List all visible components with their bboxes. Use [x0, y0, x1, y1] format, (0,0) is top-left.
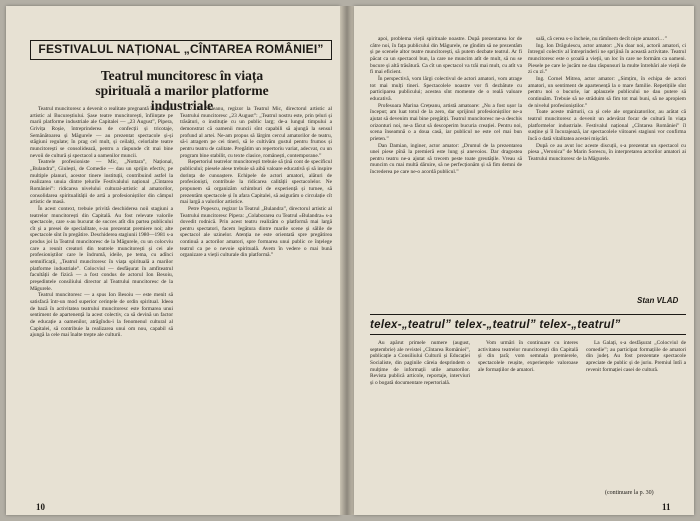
telex-column-2 [478, 340, 578, 500]
article-headline: Teatrul muncitoresc în viața spirituală a marilor platforme industriale [95, 68, 269, 113]
paragraph: Teatrele profesioniste — Mic, „Nottara”, Național, „Bulandra”, Giulești, de Comedie — dau un sprijin efectiv, pe multiple planuri, acestor tinere instituții, contribuind astfel la realizarea unuia dintre țelurile Festivalului național „Cîntarea României”: ridicarea nivelului cultural-artistic al amatorilor, consolidarea spiritualității de artă a profesioniștilor din câmpul artistic de masă. [30, 159, 173, 206]
paragraph: Toate aceste mărturii, ca și cele ale organizatorilor, au arătat că teatrul muncitoresc a devenit un adevărat focar de cultură în viața platformelor industriale. Festivalul național „Cîntarea României” îl susține și îl încurajează, iar spectacolele viitoarei stagiuni vor confirma încă o dată vitalitatea acestei mișcări. [528, 109, 686, 142]
page-number-right: 11 [662, 502, 671, 512]
telex-column-3 [586, 340, 686, 488]
paragraph: apoi, problema vieții spirituale noastre. După prezentarea lor de către noi, în fața publicului din Măgurele, ne gîndim să ne prezentăm și pe scenele altor teatre muncitorești, să putem dezbate teatrul. Ar fi păcat ca un spectacol bun, la care ne muncim atît de mult, să nu se bucure și altă trăsătură. Ca cît un spectacol va trăi mai mult, cu atît va fi mai eficient. [370, 36, 522, 76]
festival-banner: FESTIVALUL NAȚIONAL „CÎNTAREA ROMÂNIEI” [30, 40, 332, 60]
paragraph: Petre Popescu, regizor la Teatrul „Bulandra”, directorul artistic al Teatrului muncitoresc Pipera: „Colaborarea cu Teatrul «Bulandra» s-a dovedit rodnică. Prin acest teatru realizăm o platformă mai largă pentru spectatori, facem legătura dintre marile scene și sălile de spectacol ale uzinelor. Atenția ne este orientată spre pregătirea continuă a actorilor amatori, spre formarea unui public ce înțelege teatrul ca pe o nevoie spirituală. Avem în vedere o mai bună organizare a vieții culturale din platformă.” [180, 205, 332, 259]
paragraph: salã, cã cerea s-o încheie, nu rămînem decît niște amatori…” [536, 36, 667, 42]
paragraph: După ce au avut loc aceste discuții, s-a prezentat un spectacol cu piesa „Veronica” de Marin Sorescu, în interpretarea actorilor amatori ai Teatrului muncitoresc de la Măgurele. [528, 142, 686, 162]
left-column-2 [180, 106, 332, 498]
paragraph: Vom urmări în continuare cu interes activitatea teatrelor muncitorești din Capitală și din țară; vom semnala premierele, spectacolele reușite, experiențele valoroase ale formațiilor de amatori. [478, 340, 578, 373]
paragraph: Ing. Ion Drăgulescu, actor amator: „Nu doar noi, actorii amatori, ci întregul colectiv al întreprinderii ne sprijină în această activitate. Teatrul muncitoresc este o școală a vieții, un loc în care ne formăm ca oameni. Piesele pe care le jucăm ne dau răspunsuri la multe întrebări ale vieții de zi cu zi.” [528, 42, 686, 76]
paragraph: Profesoara Marina Crețeanu, artistă amatoare: „Nu a fost ușor la început; am luat totul de la zero, dar sprijinul profesioniștilor ne-a ajutat să devenim mai bine pregătiți. Teatrul muncitoresc ne-a deschis orizonturi noi, ne-a făcut să descoperim bucuria creației. Pentru noi, scena înseamnă o a doua casă, iar publicul ne este cel mai bun prieten.” [370, 102, 522, 142]
paragraph: Teatrul muncitoresc a devenit o realitate pregnantă în peisajul artistic al Bucureștiului. Șase teatre muncitorești, înființate pe marii platforme industriale ale Capitalei — „23 August”, Pipera, Grivița Roșie, întreprinderea de confecții și tricotaje, Semănătoarea și Măgurele — au prezentat spectacole și-și stăgiuni regulate; în prag cel mult, și ceilalți, celorlalte teatre muncitorești se consolidează, pentru a răspunde cît mai bine nevoii de cultură și spectacol a oamenilor muncii. [30, 106, 173, 159]
author-signature: Stan VLAD [637, 296, 679, 305]
paragraph: Dan Damian, inginer, actor amator: „Drumul de la prezentarea unei piese pînă la premieră este lung și anevoios. Dar dragostea pentru teatru ne-a ajutat să trecem peste toate greutățile. Vreau să muncim cu mai multă dăruire, să ne perfecționăm și să fim demni de încrederea pe care ne-o acordă publicul.” [370, 142, 522, 176]
page-number-left: 10 [36, 502, 45, 512]
continuation-note: (continuare la p. 30) [605, 490, 654, 496]
telex-banner: telex-„teatrul” telex-„teatrul” telex-„teatrul” [370, 319, 621, 331]
telex-bottom-rule [370, 334, 686, 335]
telex-top-rule [370, 314, 686, 315]
paragraph: Teatrul muncitoresc — a spus Ion Besoiu — este menit să satisfacă într-un mod superior cerințele de ordin spiritual. Ideea de bază în activitatea teatrului muncitoresc este formarea unui sentiment de apartenență la acest colectiv, ca să devină un factor de educație a oamenilor, atrăgîndu-i la fenomenul cultural al Capitalei, să contribuie la realizarea unui om nou, capabil să ajungă la cele mai înalte trepte ale culturii. [30, 292, 173, 339]
left-column-1 [30, 106, 173, 498]
right-column-2 [528, 36, 686, 294]
paragraph: În perspectivă, vom lărgi colectivul de actori amatori, vom atrage tot mai mulți tineri. Spectacolele noastre vor fi dezbătute cu participarea publicului; acestea sînt momente de o reală valoare educativă. [370, 75, 522, 102]
paragraph: Au apărut primele numere (august, septembrie) ale revistei „Cîntarea României”, publicație a Consiliului Culturii și Educației Socialiste, din paginile căreia desprindem o mulțime de informații utile amatorilor. Revista publică articole, reportaje, interviuri și o bogată documentare repertorială. [370, 340, 470, 386]
telex-column-1 [370, 340, 470, 500]
paragraph: Ing. Cornel Mitrea, actor amator: „Simțim, în echipa de actori amatori, un sentiment de apartenență la o mare familie. Repetițiile sînt pentru noi o bucurie, iar aplauzele publicului ne dau putere să continuăm. Trebuie să ne străduim să fim tot mai buni, să ne apropiem de nivelul profesioniștilor.” [528, 75, 686, 109]
paragraph: La Galați, s-a desfășurat „Colocviul de comedie”; au participat formațiile de amatori din județ. Au fost prezentate spectacole apreciate de public și de juriu. Premiul întîi a revenit formației casei de cultură. [586, 340, 686, 373]
paragraph: Repertoriul teatrelor muncitorești trebuie să țină cont de specificul publicului; piesele alese trebuie să aibă valoare educativă și să inspire dorința de cunoaștere. Echipele de actori amatori, alături de profesioniști, contribuie la ridicarea calității spectacolelor. Ne propunem să organizăm schimburi de experiență și turnee, să prezentăm spectacole și în afara Capitalei, să asigurăm o circulație cît mai largă a valorilor artistice. [180, 159, 332, 206]
right-column-1 [370, 36, 522, 306]
paragraph: D. D. Neleanu, regizor la Teatrul Mic, directorul artistic al Teatrului muncitoresc „23 August”: „Teatrul nostru este, prin țeluri și trăsături, o instituție cu un public larg; de-a lungul timpului a demonstrat că oamenii muncii sînt capabili să ajungă la sensul profund al artei. Ne-am propus să lărgim cercul amatorilor de teatru, să-i atragem pe cei tineri, să le cultivăm gustul pentru frumos și pentru teatru de calitate. Pregătim un repertoriu variat, adecvat, cu un program bine stabilit, cu texte clasice, românești, contemporane.” [180, 106, 332, 159]
spine-gutter [340, 6, 354, 515]
paragraph: În acest context, trebuie privită deschiderea noii stagiuni a teatrelor muncitorești din Capitală. Au fost relevate valorile spectacole, care s-au bucurat de succes atît din partea publicului cît și a presei de specialitate, s-au prezentat premiere noi; alte spectacole sînt în pregătire. Deschiderea stagiunii 1980—1981 s-a produs joi la Teatrul muncitoresc de la Măgurele, cu un colocviu care a reunit creatori din teatrele muncitorești și cei ale profesioniștilor care le îndrumă, ideile, pe tema, cu adînci semnificații, „Teatrul muncitoresc în viața spirituală a marilor platforme industriale”. Colocviul — desfășurat în amfiteatrul facultății de fizică — a fost condus de actorul Ion Besoiu, președintele consiliului director al Teatrului muncitoresc de la Măgurele. [30, 205, 173, 292]
